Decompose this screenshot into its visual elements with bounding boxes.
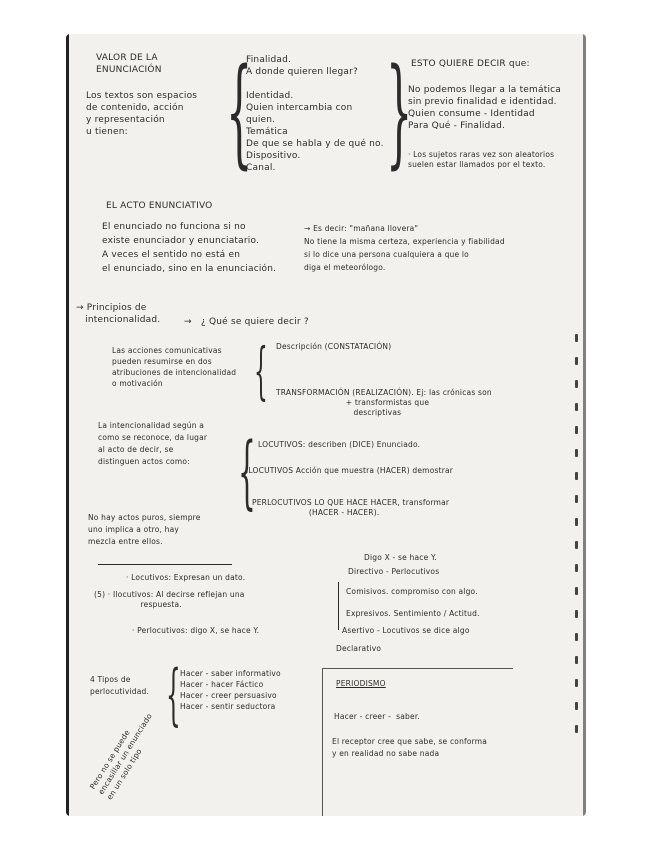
section3-ilocutivos: ILOCUTIVOS Acción que muestra (HACER) demostrar — [246, 466, 454, 475]
section5-rotated-note: Pero no se puede encasillar un enunciado en un solo tipo — [88, 711, 154, 802]
section4-bar — [338, 582, 339, 630]
section3-intencionalidad: La intencionalidad según a como se reconoce, da lugar al acto de decir, se distinguen actos como: — [98, 421, 208, 466]
section4-locutivos: · Locutivos: Expresan un dato. — [126, 573, 246, 582]
section1-right-text: No podemos llegar a la temática sin previo finalidad e identidad. Quien consume - Identidad Para Qué - Finalidad. — [408, 85, 562, 131]
section4-perlocutivos: · Perlocutivos: digo X, se hace Y. — [132, 626, 260, 635]
section3-acciones: Las acciones comunicativas pueden resumirse en dos atribuciones de intencionalidad o motivación — [112, 346, 237, 388]
section5-brace: { — [166, 656, 181, 733]
section2-title: EL ACTO ENUNCIATIVO — [106, 201, 213, 211]
section5-list: Hacer - saber informativo Hacer - hacer Fáctico Hacer - creer persuasivo Hacer - sentir seductora — [180, 669, 281, 711]
section1-right-brace: } — [386, 42, 413, 180]
section4-ilocutivos: (5) · Ilocutivos: Al decirse reflejan una respuesta. — [94, 590, 245, 609]
section2-left-text: El enunciado no funciona si no existe enunciador y enunciatario. A veces el sentido no está en el enunciado, sino en la enunciación. — [102, 222, 277, 274]
section3-underline — [98, 564, 232, 565]
section3-no-actos: No hay actos puros, siempre uno implica a otro, hay mezcla entre ellos. — [88, 513, 201, 546]
page-left-edge — [66, 34, 69, 816]
section1-mid-list: Finalidad. A donde quieren llegar? Identidad. Quien intercambia con quien. Temática De que se habla y de qué no. Dispositivo. Canal. — [246, 55, 384, 173]
section3-brace-actos: { — [238, 425, 256, 518]
section3-heading: → Principios de intencionalidad. — [76, 303, 161, 325]
section3-descripcion: Descripción (CONSTATACIÓN) — [276, 342, 392, 351]
section4-comisivos: Comisivos. compromiso con algo. — [346, 587, 478, 596]
section4-digo: Digo X - se hace Y. — [364, 553, 437, 562]
page-right-edge — [583, 34, 586, 816]
section4-declarativo: Declarativo — [336, 644, 382, 653]
section3-brace-acciones: { — [254, 334, 268, 407]
periodismo-line: Hacer - creer - saber. — [334, 712, 421, 721]
section4-asertivo: Asertivo - Locutivos se dice algo — [342, 626, 470, 635]
section1-brace: { — [226, 42, 253, 180]
section1-title: VALOR DE LA ENUNCIACIÓN — [96, 53, 162, 75]
section4-expresivos: Expresivos. Sentimiento / Actitud. — [346, 609, 480, 618]
section1-left-text: Los textos son espacios de contenido, acción y representación u tienen: — [86, 91, 198, 137]
section5-label: 4 Tipos de perlocutividad. — [90, 675, 150, 696]
section3-transformacion: TRANSFORMACIÓN (REALIZACIÓN). Ej: las crónicas son + transformistas que descriptivas — [276, 388, 492, 417]
section3-question: → ¿ Qué se quiere decir ? — [184, 317, 309, 327]
section1-right-note: · Los sujetos raras vez son aleatorios suelen estar llamados por el texto. — [408, 150, 555, 169]
section3-perlocutivos: PERLOCUTIVOS LO QUE HACE HACER, transformar (HACER - HACER). — [252, 498, 450, 517]
section1-right-head: ESTO QUIERE DECIR que: — [411, 59, 530, 69]
section3-locutivos: LOCUTIVOS: describen (DICE) Enunciado. — [258, 440, 421, 449]
periodismo-title: PERIODISMO — [336, 679, 386, 688]
periodismo-text: El receptor cree que sabe, se conforma y en realidad no sabe nada — [332, 737, 488, 758]
section4-directivo: Directivo - Perlocutivos — [348, 567, 440, 576]
section2-right-text: → Es decir: "mañana llovera" No tiene la misma certeza, experiencia y fiabilidad si lo dice una persona cualquiera a que lo diga el meteorólogo. — [304, 224, 505, 272]
notebook-page — [66, 34, 586, 816]
binding-marks — [575, 334, 578, 748]
